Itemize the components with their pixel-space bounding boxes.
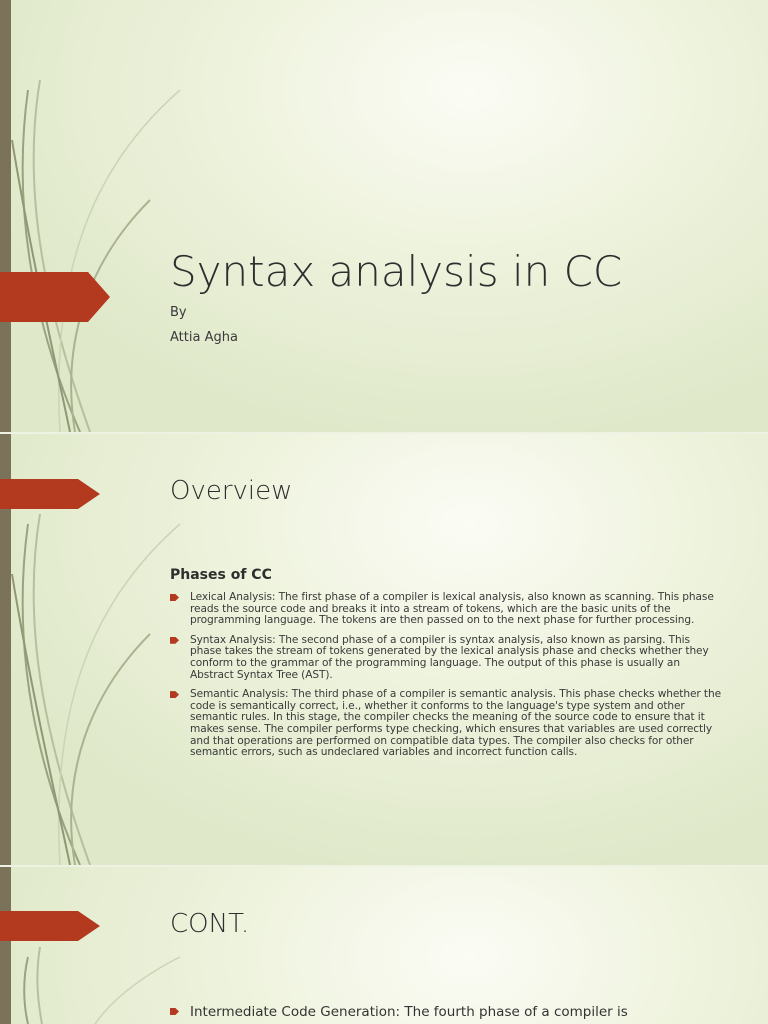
swoosh-decoration <box>0 867 200 1024</box>
list-item <box>170 635 722 681</box>
bullet-text: Lexical Analysis: The first phase of a compiler is lexical analysis, also known as scanning. This phase reads the source code and breaks it into a stream of tokens, which are the basic units of the programming language. The tokens are then passed on to the next phase for further processing. <box>190 591 714 627</box>
slide-overview <box>0 434 768 865</box>
slide-cont <box>0 867 768 1024</box>
bullet-text: Syntax Analysis: The second phase of a compiler is syntax analysis, also known as parsing. This phase takes the stream of tokens generated by the lexical analysis phase and checks whether they conform to the grammar of the programming language. The output of this phase is usually an Abstract Syntax Tree (AST). <box>190 633 709 681</box>
section-heading: Phases of CC <box>170 567 272 583</box>
swoosh-decoration <box>0 0 200 432</box>
bullet-list <box>170 1004 750 1021</box>
arrow-bullet-icon <box>170 637 179 644</box>
title-accent-tab <box>0 272 110 322</box>
bullet-text: Intermediate Code Generation: The fourth phase of a compiler is <box>190 1004 628 1020</box>
byline: By <box>170 305 187 320</box>
list-item <box>170 1004 750 1021</box>
list-item <box>170 592 722 627</box>
slide-title-text: Syntax analysis in CC <box>170 247 623 296</box>
arrow-bullet-icon <box>170 1008 179 1015</box>
arrow-bullet-icon <box>170 691 179 698</box>
slide-title-text: Overview <box>170 476 293 506</box>
bullet-list <box>170 592 722 767</box>
slide-title-text: CONT. <box>170 909 250 939</box>
slide-title <box>0 0 768 432</box>
arrow-bullet-icon <box>170 594 179 601</box>
bullet-text: Semantic Analysis: The third phase of a compiler is semantic analysis. This phase checks whether the code is semantically correct, i.e., whether it conforms to the language's type system and other semantic rules. In this stage, the compiler checks the meaning of the source code to ensure that it makes sense. The compiler performs type checking, which ensures that variables are used correctly and that operations are performed on compatible data types. The compiler also checks for other semantic errors, such as undeclared variables and incorrect function calls. <box>190 688 721 759</box>
author-name: Attia Agha <box>170 330 238 345</box>
list-item <box>170 689 722 759</box>
